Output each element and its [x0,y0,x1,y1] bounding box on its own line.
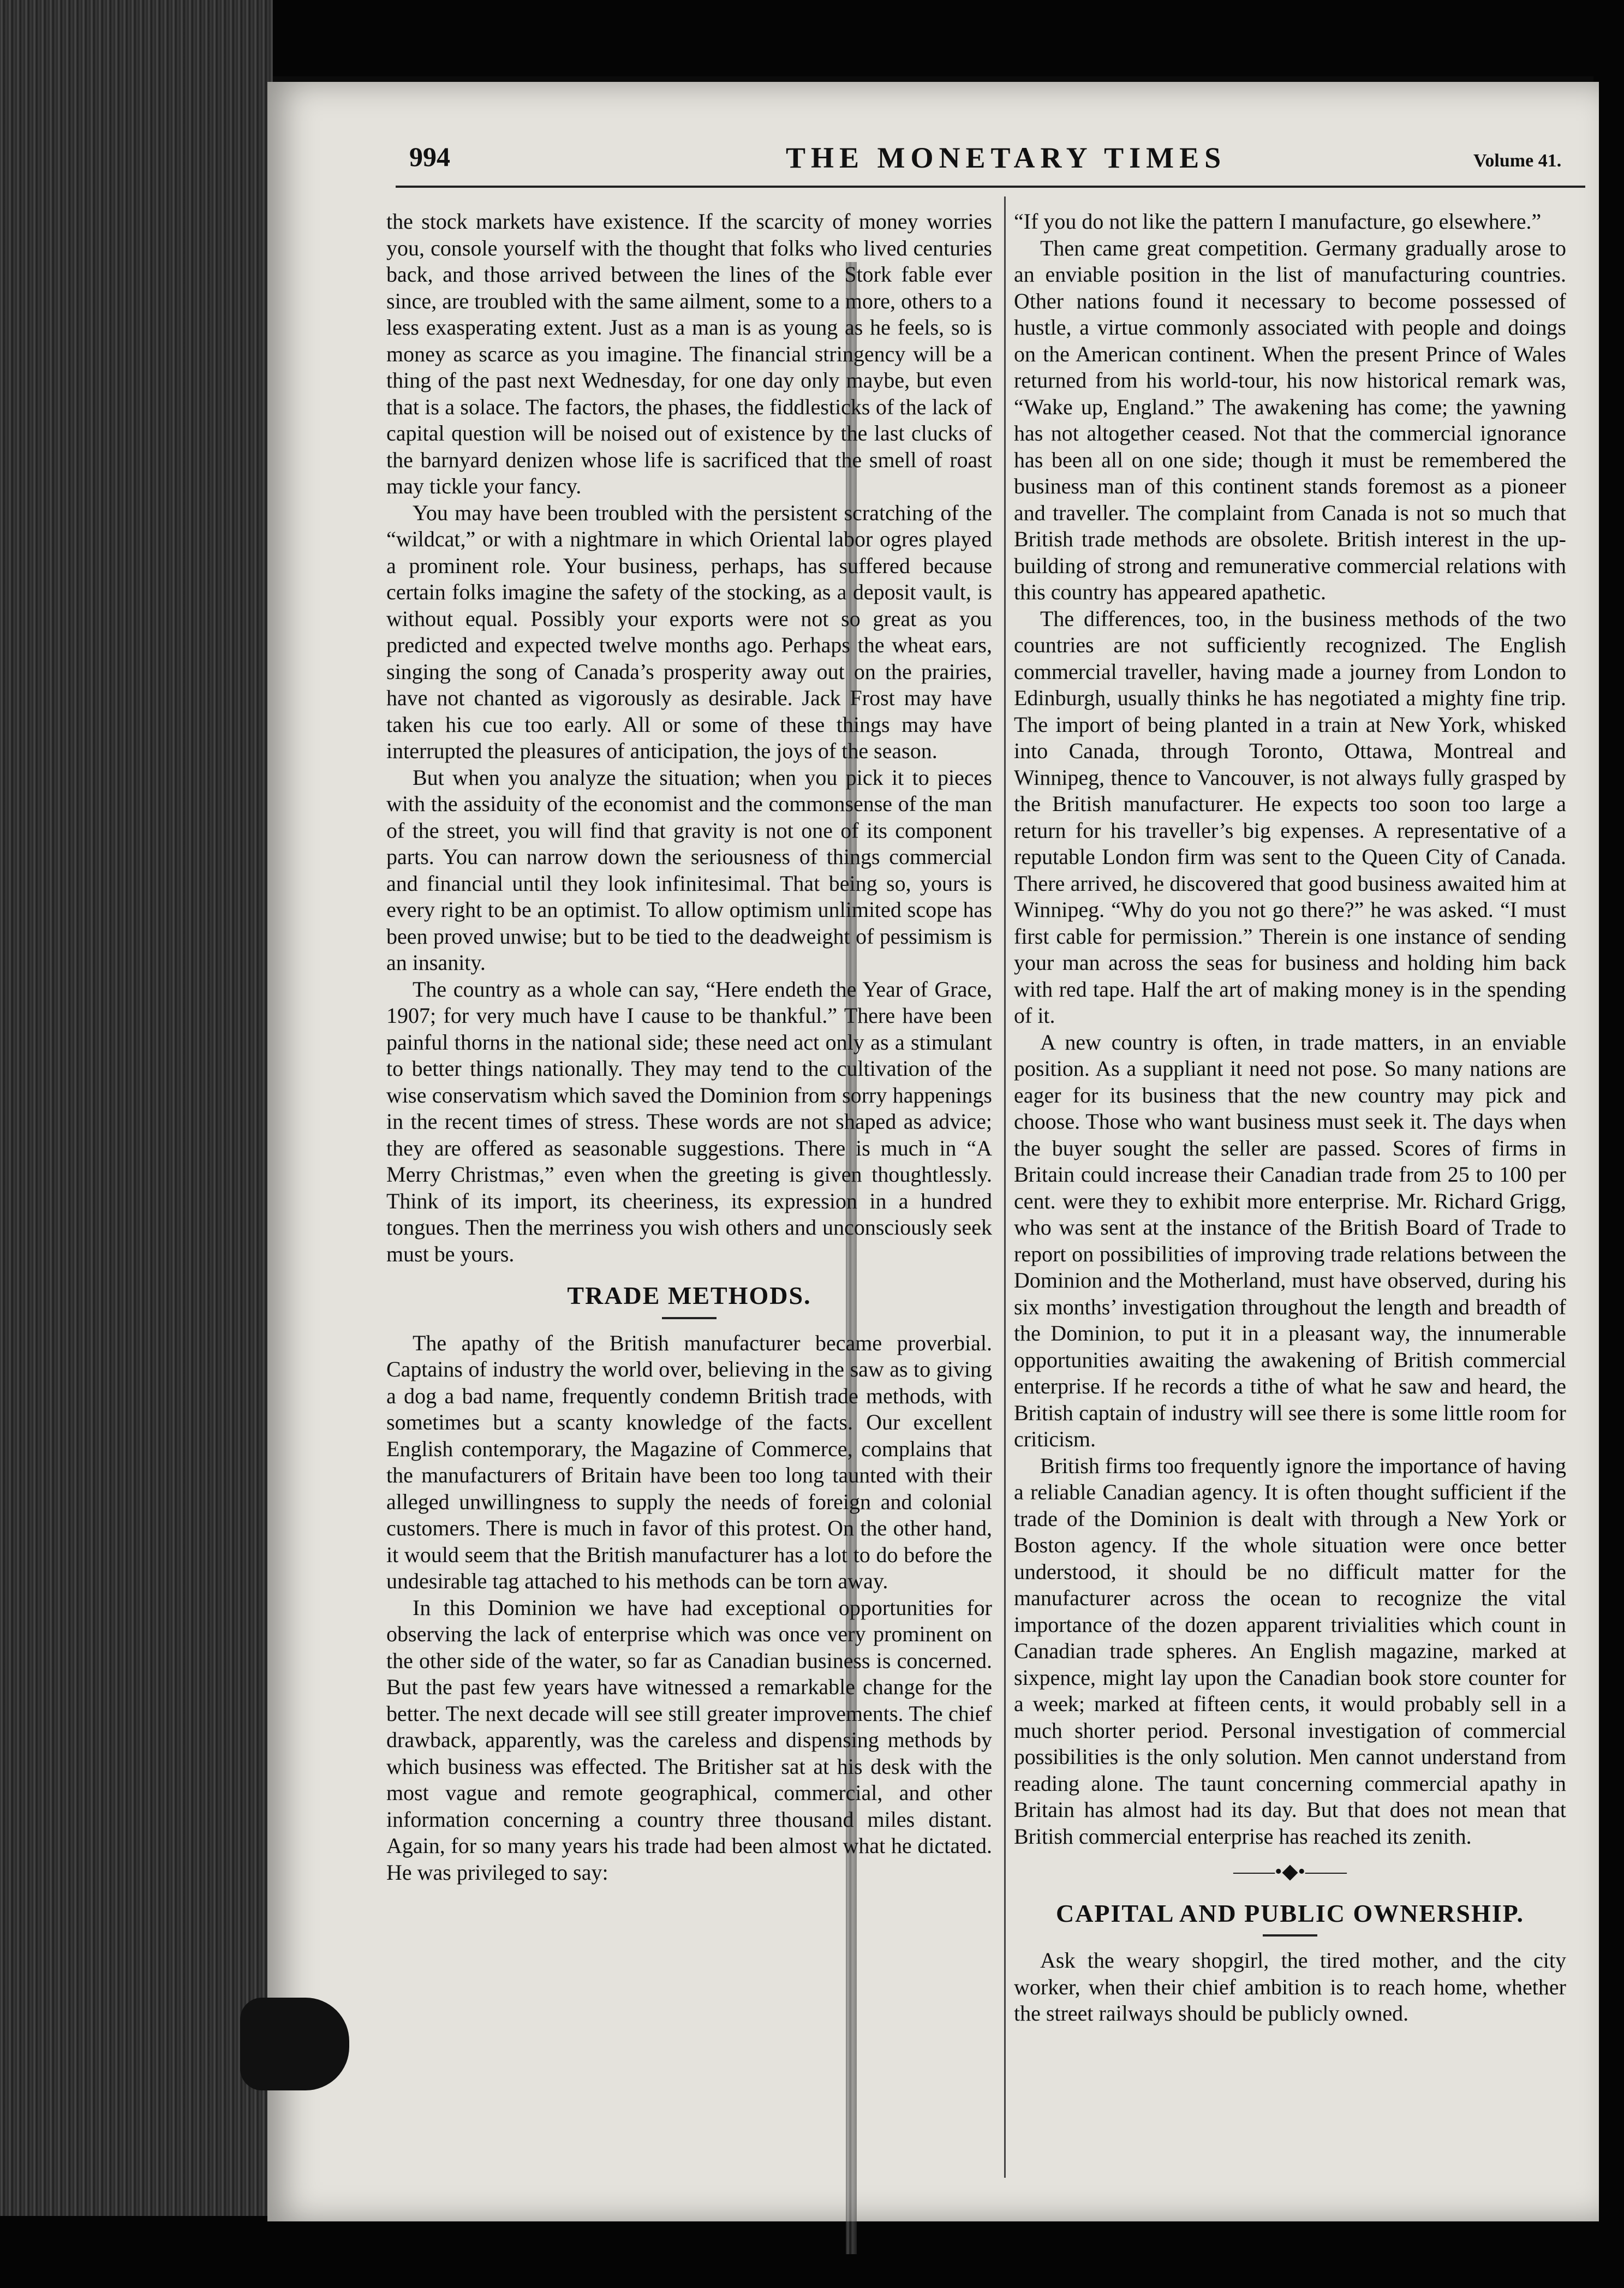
heading-rule [1263,1934,1317,1937]
paragraph: The differences, too, in the business methods of the two countries are not sufficiently recognized. The English commercial traveller, having made a journey from London to Edinburgh, usually thinks he has negotiated a mighty fine trip. The import of being planted in a train at New York, whisked into Canada, through Toronto, Ottawa, Montreal and Winnipeg, thence to Vancouver, is not always fully grasped by the British manufacturer. He expects too soon too large a return for his traveller’s big expenses. A representative of a reputable London firm was sent to the Queen City of Canada. There arrived, he discovered that good business awaited him at Winnipeg. “Why do you not go there?” he was asked. “I must first cable for permission.” Therein is one instance of sending your man across the seas for business and holding him back with red tape. Half the art of making money is in the spending of it. [1014,606,1566,1028]
paragraph: A new country is often, in trade matters, in an enviable position. As a suppliant it need not pose. So many nations are eager for its business that the new country may pick and choose. Those who want business must seek it. The days when the buyer sought the seller are passed. Scores of firms in Britain could increase their Canadian trade from 25 to 100 per cent. were they to exhibit more enterprise. Mr. Richard Grigg, who was sent at the instance of the British Board of Trade to report on possibilities of improving trade relations between the Dominion and the Motherland, must have observed, during his six months’ investigation throughout the length and breadth of the Dominion, to put it in a pleasant way, the innumerable opportunities awaiting the awakening of British commercial enterprise. If he records a tithe of what he saw and heard, the British captain of industry will see there is some little room for criticism. [1014,1029,1566,1451]
paragraph: “If you do not like the pattern I manufacture, go elsewhere.” [1014,209,1542,234]
section-heading-capital-public-ownership: CAPITAL AND PUBLIC OWNERSHIP. [1055,1899,1525,1927]
page-number: 994 [409,141,450,172]
right-column [1014,208,1566,2027]
journal-title: THE MONETARY TIMES [786,141,1227,174]
paragraph: Ask the weary shopgirl, the tired mother, and the city worker, when their chief ambition is to reach home, whether the street railways should be publicly owned. [1014,1948,1566,2025]
section-heading-trade-methods: TRADE METHODS. [567,1282,811,1309]
book-binding [0,0,273,2288]
column-divider [1004,196,1006,2178]
paragraph: the stock markets have existence. If the scarcity of money worries you, console yourself with the thought that folks who lived centuries back, and those arrived between the lines of the Stork fable ever since, are troubled with the same ailment, some to a more, others to a less exasperating extent. Just as a man is as young as he feels, so is money as scarce as you imagine. The financial stringency will be a thing of the past next Wednesday, for one day only maybe, but even that is a solace. The factors, the phases, the fiddlesticks of the lack of capital question will be noised out of existence by the last clucks of the barnyard denizen whose life is sacrificed that the smell of roast may tickle your fancy. [386,209,992,498]
paragraph: In this Dominion we have had exceptional opportunities for observing the lack of enterprise which was once very prominent on the other side of the water, so far as Canadian business is concerned. But the past few years have witnessed a remarkable change for the better. The next decade will see still greater improvements. The chief drawback, apparently, was the careless and dispensing methods by which business was effected. The Britisher sat at his desk with the most vague and remote geographical, commercial, and other information concerning a country three thousand miles distant. Again, for so many years his trade had been almost what he dictated. He was privileged to say: [386,1595,992,1885]
heading-rule [662,1317,717,1319]
scan-bottom-border [0,2216,1624,2288]
header-rule [396,186,1585,188]
paragraph: Then came great competition. Germany gradually arose to an enviable position in the list of manufacturing countries. Other nations found it necessary to become possessed of hustle, a virtue commonly associated with people and doings on the American continent. When the present Prince of Wales returned from his world-tour, his now historical remark was, “Wake up, England.” The awakening has come; the yawning has not altogether ceased. Not that the commercial ignorance has been all on one side; though it must be remembered the business man of this continent stands foremost as a pioneer and traveller. The complaint from Canada is not so much that British trade methods are obsolete. British interest in the up-building of strong and remunerative commercial relations with this country has appeared apathetic. [1014,235,1566,604]
paragraph: British firms too frequently ignore the importance of having a reliable Canadian agency. It is often thought sufficient if the trade of the Dominion is dealt with through a New York or Boston agency. If the whole situation were once better understood, it should be no difficult matter for the manufacturer across the ocean to recognize the vital importance of the dozen apparent trivialities which count in Canadian trade spheres. An English magazine, marked at sixpence, might lay upon the Canadian book store counter for a week; marked at fifteen cents, it would probably sell in a much shorter period. Personal investigation of commercial possibilities is the only solution. Men cannot understand from reading alone. The taunt concerning commercial apathy in Britain has almost had its day. But that does not mean that British commercial enterprise has reached its zenith. [1014,1453,1566,1849]
paragraph: You may have been troubled with the persistent scratching of the “wildcat,” or with a nightmare in which Oriental labor ogres played a prominent role. Your business, perhaps, has suffered because certain folks imagine the safety of the stocking, as a deposit vault, is without equal. Possibly your exports were not so great as you predicted and expected twelve months ago. Perhaps the wheat ears, singing the song of Canada’s prosperity away out on the prairies, have not chanted as vigorously as desirable. Jack Frost may have taken his cue too early. All or some of these things may have interrupted the pleasures of anticipation, the joys of the season. [386,500,992,763]
scanner-thumb [240,1998,349,2090]
ornament-divider: ——•◆•—— [1233,1860,1347,1883]
paragraph: But when you analyze the situation; when you pick it to pieces with the assiduity of the economist and the commonsense of the man of the street, you will find that gravity is not one of its component parts. You can narrow down the seriousness of things commercial and financial until they look infinitesimal. That being so, yours is every right to be an optimist. To allow optimism unlimited scope has been proved unwise; but to be tied to the deadweight of pessimism is an insanity. [386,765,992,975]
paragraph: The apathy of the British manufacturer became proverbial. Captains of industry the world over, believing in the saw as to giving a dog a bad name, frequently condemn British trade methods, with sometimes but a scanty knowledge of the facts. Our excellent English contemporary, the Magazine of Commerce, complains that the manufacturers of Britain have been too long taunted with their alleged unwillingness to supply the needs of foreign and colonial customers. There is much in favor of this protest. On the other hand, it would seem that the British manufacturer has a lot to do before the undesirable tag attached to his methods can be torn away. [386,1330,992,1593]
volume-label: Volume 41. [1473,151,1562,171]
left-column [386,208,992,1886]
paragraph: The country as a whole can say, “Here endeth the Year of Grace, 1907; for very much have I cause to be thankful.” There have been painful thorns in the national side; these need act only as a stimulant to better things nationally. They may tend to the cultivation of the wise conservatism which saved the Dominion from sorry happenings in the recent times of stress. These words are not shaped as advice; they are offered as seasonable suggestions. There is much in “A Merry Christmas,” even when the greeting is given thoughtlessly. Think of its import, its cheeriness, its expression in a hundred tongues. Then the merriness you wish others and unconsciously seek must be yours. [386,976,992,1266]
